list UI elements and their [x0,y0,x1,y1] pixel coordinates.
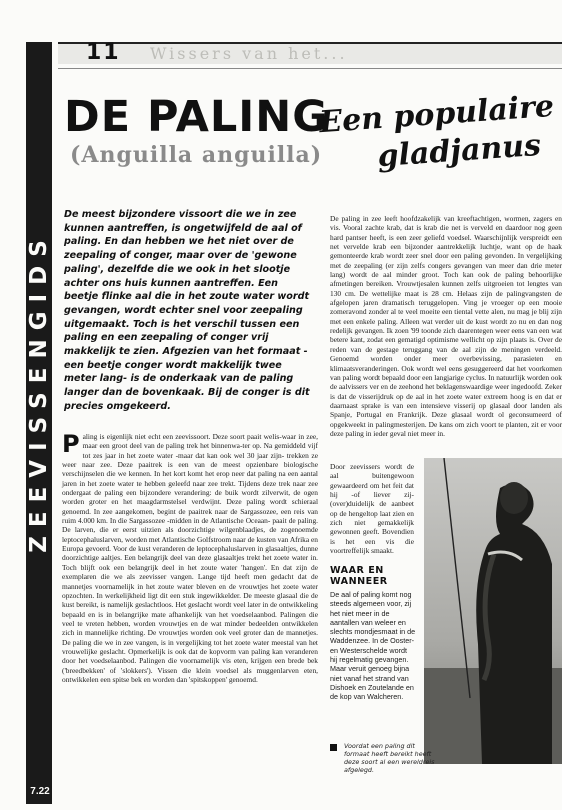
script-title [316,88,561,181]
drop-cap: P [62,430,80,458]
caption-marker [330,744,337,751]
script-title-line-1: Een populaire [318,88,556,141]
page-number: 7.22 [30,786,50,797]
lead-paragraph: De meest bijzondere vissoort die we in zee kunnen aantreffen, is ongetwijfeld de aal of paling. En dan hebben we het niet over de zeepaling of conger, maar over de 'gewone paling', dezelfde die we ook in het slootje achter ons huis kunnen aantreffen. Een beetje flinke aal die in het zoute water wordt gevangen, wordt echter snel voor zeepaling uitgemaakt. Toch is het verschil tussen een paling en een zeepaling of conger vrij makkelijk te zien. Afgezien van het formaat -een beetje conger wordt makkelijk twee meter lang- is de onderkaak van de paling langer dan de bovenkaak. Bij de conger is dit precies omgekeerd. [64,209,310,412]
body-column-left [62,432,318,684]
header-rule [58,68,562,69]
header-number: 11 [86,40,121,65]
header-label: Wissers van het... [150,44,348,63]
script-title-line-2: gladjanus [376,127,543,175]
body-column-right-narrow: Door zeevissers wordt de aal buitengewoon gewaardeerd om het feit dat hij -of liever zij- (over)duidelijk de aanbeet op de hengeltop laat zien en zich niet gemakkelijk gewonnen geeft. Bovendien is het een vis die voortreffelijk smaakt. [330,462,414,556]
photo-caption: Voordat een paling dit formaat heeft bereikt heeft deze soort al een wereldreis afgelegd. [344,742,435,774]
spine-title-text: ZEEVISSENGIDS [26,231,53,553]
body-column-right: De paling in zee leeft hoofdzakelijk van kreeftachtigen, wormen, zagers en vis. Vooral zachte krab, dat is krab die net is verveld en daardoor nog geen hard pantser heeft, is een zeer geliefd voedsel. Waarschijnlijk verspreidt een net vervelde krab een bijzonder aantrekkelijk luchtje, want op de haak gemonteerde krab wordt zeer snel door een paling gevonden. In vergelijking met de zeepaling (er zijn zelfs congers gevangen van meer dan drie meter lang) wordt de aal minder groot. Toch kan ook de paling behoorlijke afmetingen bereiken. Vrouwtjesalen kunnen zelfs uitgroeien tot lengtes van 130 cm. De wettelijke maat is 28 cm. Helaas zijn de palingvangsten de afgelopen jaren dramatisch teruggelopen. Ving je vroeger op een mooie zomeravond zonder al te veel moeite een tiental vette alen, nu mag je blij zijn met een enkele paling. Alleen wat verder uit de kust wordt zo nu en dan nog redelijk gevangen. Ik zoen '99 toonde zich daarentegen weer eens van een wat betere kant, zodat een gematigd optimisme wellicht op zijn plaats is. Over de reden van de gestage teruggang van de aal zijn de meningen verdeeld. Genoemd worden onder meer overbevissing, parasieten en klimaatsveranderingen. Ook wordt wel eens gesuggereerd dat het voorkomen van paling wordt bepaald door een langjarige cyclus. In natuurlijk worden ook de aalvissers ver en de zeehond het beklagenswaardige weer ingedoofd. Zeker is dat de visserijdruk op de aal in het zoete water extreem hoog is en dat er daarnaast sprake is van een intensieve visserij op glasaal door landen als Spanje, Portugal en Frankrijk. Deze glasaal wordt ol geconsumeerd of opgekweekt in palingmesterijen. De kans om zich voort te planten, zit er voor deze paling in ieder geval niet meer in. [330,214,562,438]
angler-photo [424,458,562,764]
angler-photo-image [424,458,562,764]
section-heading: WAAR EN WANNEER [330,565,388,587]
section-text: De aal of paling komt nog steeds algemeen voor, zij het niet meer in de aantallen van weleer en slechts mondjesmaat in de Waddenzee. In de Ooster- en Westerschelde wordt hij regelmatig gevangen. Maar veruit genoeg bijna niet vanaf het strand van Dishoek en Zoutelande en de kop van Walcheren. [330,590,416,702]
spine-title [26,42,52,742]
article-subtitle: (Anguilla anguilla) [70,142,323,168]
article-title: DE PALING [64,92,329,142]
body-left-text: aling is eigenlijk niet echt een zeevissoort. Deze soort paait welis-waar in zee, maar een groot deel van de paling trek het binnenwa-ter op. Na gemiddeld vijf tot zes jaar in het zoete water -maar dat kan ook wel 30 jaar zijn- trekken ze weer naar zee. Deze paaitrek is een van de meest opzienbare biologische verschijnselen die we kennen. In het kort komt het erop neer dat paling na een aantal jaren in het zoete water te hebben geleefd naar zee trekt. Tijdens deze trek naar zee ondergaat de paling een bijzondere verandering: de buik wordt zilverwit, de ogen worden groter en het maagdarmstelsel verdwijnt. Deze paling wordt schieraal genoemd. In zee aangekomen, begint de paaitrek naar de Sargassozee, een reis van ruim 4.000 km. In die Sargassozee -midden in de Atlantische Oceaan- paait de paling. De larven, die er eerst uitzien als doorzichtige wilgenblaadjes, de zogenoemde leptocephaluslarven, worden met Atlantische Golfstroom naar de kusten van Afrika en Europa gevoerd. Voor de kust veranderen de leptocephaluslarven in glasaaltjes, dunne doorzichtige aaltjes. Een belangrijk deel van deze glasaaltjes trekt het zoete water in. Toch blijft ook een belangrijk deel in het zoute water 'hangen'. En dat zijn de exemplaren die we als zeevisser vangen. Lange tijd heeft men gedacht dat de mannetjes voornamelijk in het zoute water bleven en de vrouwtjes het zoete water opzochten. In werkelijkheid ligt dit een stuk ingewikkelder. De meeste glasaal die de kust bereikt, is namelijk geslachtloos. Het geslacht wordt veel later in de ontwikkeling bepaald en is in belangrijke mate afhankelijk van het voedselaanbod. Palingen die veel te vreten hebben, worden vrouwtjes en de wat minder bedeelden ontwikkelen zich in mannelijke richting. De vrouwtjes worden ook veel groter dan de mannetjes. De paling die we in zee vangen, is in vergelijking tot het zoete water meestal van het vrouwelijke geslacht. Opmerkelijk is ook dat de kopvorm van paling kan veranderen door het voedselaanbod. Palingen die voornamelijk vis eten, krijgen een brede bek ('breedbekken' of 'slokkers'). Vissen die klein voedsel als muggenlarven eten, ontwikkelen een spitse bek en worden dan 'spitskoppen' genoemd. [62,432,318,684]
